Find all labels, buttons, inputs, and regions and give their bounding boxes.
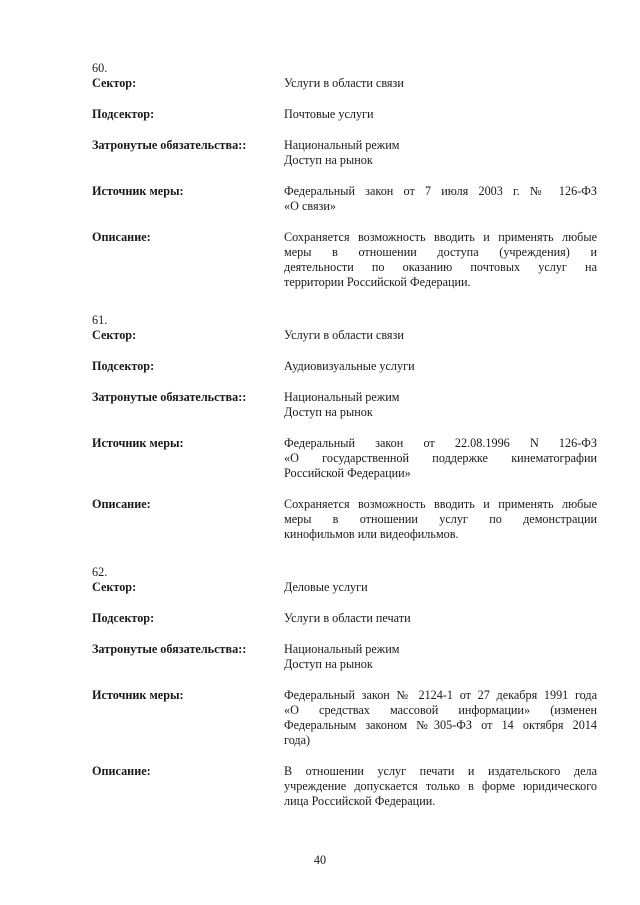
- obligations-row: [92, 390, 597, 420]
- description-line: лица Российской Федерации.: [284, 794, 436, 808]
- source-row: [92, 436, 597, 481]
- source-line: «О средствах массовой информации» (изменен: [284, 703, 597, 717]
- subsector-row: [92, 107, 597, 122]
- description-line: Сохраняется возможность вводить и применять любые: [284, 497, 597, 511]
- obligations-value: [284, 138, 597, 168]
- source-row: [92, 184, 597, 214]
- source-line: Российской Федерации»: [284, 466, 411, 480]
- source-value: [284, 436, 597, 481]
- description-row: [92, 764, 597, 809]
- subsector-value: Почтовые услуги: [284, 107, 374, 121]
- entry-number: 61.: [92, 313, 108, 327]
- obligation-item: Доступ на рынок: [284, 153, 373, 167]
- subsector-row: [92, 611, 597, 626]
- obligation-item: Национальный режим: [284, 390, 400, 404]
- description-line: учреждение допускается только в форме юридического: [284, 779, 597, 793]
- sector-row: [92, 76, 597, 91]
- page-number: 40: [313, 853, 327, 867]
- source-label: Источник меры:: [92, 688, 184, 702]
- description-label: Описание:: [92, 764, 151, 778]
- obligations-row: [92, 138, 597, 168]
- source-label: Источник меры:: [92, 184, 184, 198]
- entry-62: [92, 565, 597, 809]
- subsector-label: Подсектор:: [92, 611, 155, 625]
- description-line: В отношении услуг печати и издательского дела: [284, 764, 597, 778]
- sector-row: [92, 580, 597, 595]
- obligation-item: Национальный режим: [284, 642, 400, 656]
- obligations-label: Затронутые обязательства::: [92, 390, 247, 404]
- entry-number: 60.: [92, 61, 108, 75]
- source-line: Федеральный закон от 7 июля 2003 г. № 126-ФЗ: [284, 184, 597, 198]
- sector-value: Услуги в области связи: [284, 328, 404, 342]
- description-label: Описание:: [92, 230, 151, 244]
- description-value: [284, 497, 597, 542]
- description-line: меры в отношении доступа (учреждения) и: [284, 245, 597, 259]
- source-line: Федеральный закон от 22.08.1996 N 126-ФЗ: [284, 436, 597, 450]
- description-label: Описание:: [92, 497, 151, 511]
- obligations-label: Затронутые обязательства::: [92, 138, 247, 152]
- sector-row: [92, 328, 597, 343]
- entry-60: [92, 61, 597, 290]
- source-value: [284, 688, 597, 748]
- subsector-label: Подсектор:: [92, 107, 155, 121]
- description-line: территории Российской Федерации.: [284, 275, 471, 289]
- entry-number: 62.: [92, 565, 108, 579]
- source-line: «О связи»: [284, 199, 336, 213]
- obligation-item: Доступ на рынок: [284, 405, 373, 419]
- description-value: [284, 230, 597, 290]
- subsector-value: Аудиовизуальные услуги: [284, 359, 415, 373]
- obligation-item: Национальный режим: [284, 138, 400, 152]
- description-line: деятельности по оказанию почтовых услуг на: [284, 260, 597, 274]
- description-row: [92, 497, 597, 542]
- source-line: Федеральный закон № 2124-1 от 27 декабря 1991 года: [284, 688, 597, 702]
- source-line: года): [284, 733, 311, 747]
- sector-value: Деловые услуги: [284, 580, 368, 594]
- source-label: Источник меры:: [92, 436, 184, 450]
- description-line: меры в отношении услуг по демонстрации: [284, 512, 597, 526]
- sector-label: Сектор:: [92, 76, 137, 90]
- obligations-value: [284, 642, 597, 672]
- entry-61: [92, 313, 597, 542]
- sector-value: Услуги в области связи: [284, 76, 404, 90]
- source-row: [92, 688, 597, 748]
- obligations-value: [284, 390, 597, 420]
- description-row: [92, 230, 597, 290]
- subsector-label: Подсектор:: [92, 359, 155, 373]
- obligations-row: [92, 642, 597, 672]
- source-value: [284, 184, 597, 214]
- source-line: «О государственной поддержке кинематографии: [284, 451, 597, 465]
- obligation-item: Доступ на рынок: [284, 657, 373, 671]
- obligations-label: Затронутые обязательства::: [92, 642, 247, 656]
- sector-label: Сектор:: [92, 580, 137, 594]
- description-line: кинофильмов или видеофильмов.: [284, 527, 459, 541]
- subsector-row: [92, 359, 597, 374]
- description-line: Сохраняется возможность вводить и применять любые: [284, 230, 597, 244]
- subsector-value: Услуги в области печати: [284, 611, 411, 625]
- source-line: Федеральным законом №305-ФЗ от 14 октября 2014: [284, 718, 597, 732]
- sector-label: Сектор:: [92, 328, 137, 342]
- description-value: [284, 764, 597, 809]
